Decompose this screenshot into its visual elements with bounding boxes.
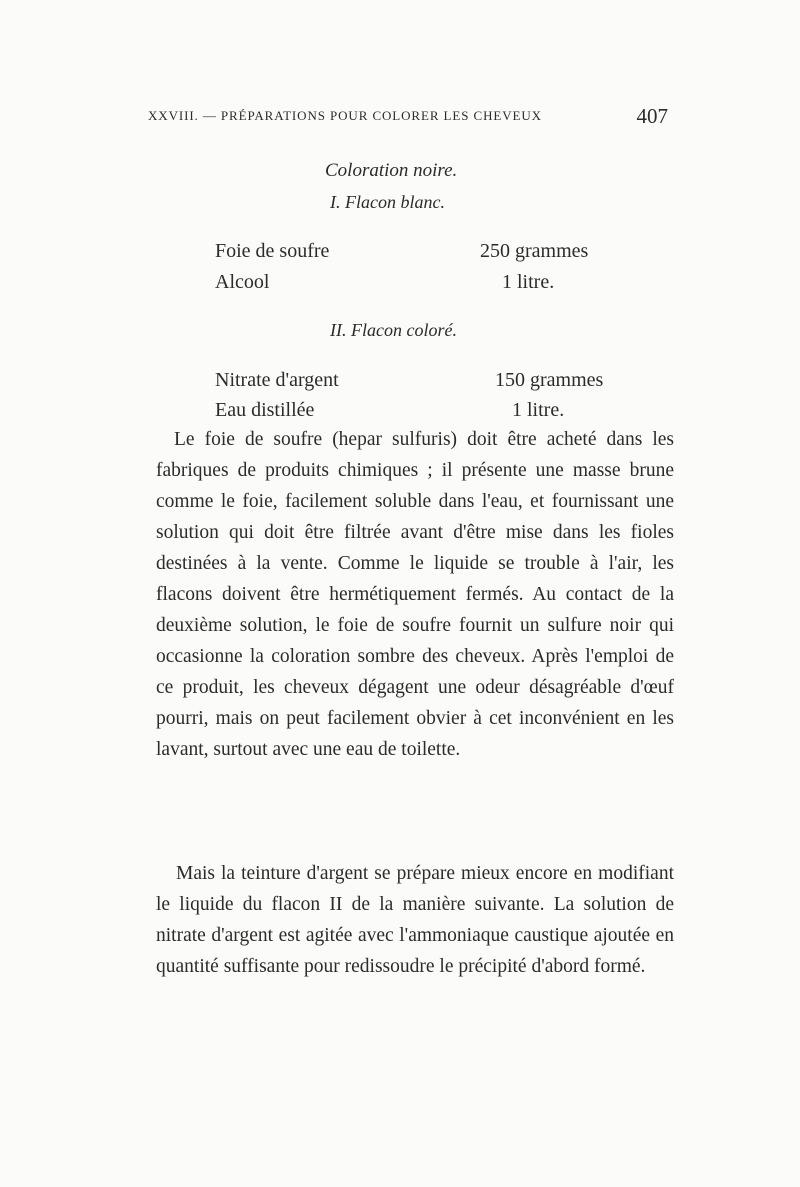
recipe-row (215, 369, 625, 395)
ingredient-name: Nitrate d'argent (215, 369, 339, 391)
ingredient-quantity: 150 grammes (495, 369, 604, 391)
recipe-row (215, 271, 625, 297)
recipe-row (215, 240, 625, 266)
ingredient-quantity: 250 grammes (480, 240, 589, 262)
ingredient-quantity: 1 litre. (502, 271, 555, 293)
flacon-1-title: I. Flacon blanc. (330, 192, 445, 212)
ingredient-name: Eau distillée (215, 399, 315, 421)
ingredient-name: Foie de soufre (215, 240, 330, 262)
flacon-2-title: II. Flacon coloré. (330, 320, 457, 340)
section-title: Coloration noire. (325, 160, 458, 181)
recipe-row (215, 399, 625, 425)
running-title: XXVIII. — PRÉPARATIONS POUR COLORER LES CHEVEUX (148, 108, 542, 123)
body-paragraph: Mais la teinture d'argent se prépare mieux encore en modifiant le liquide du flacon II de la manière suivante. La solution de nitrate d'argent est agitée avec l'ammoniaque caustique ajoutée en quantité suffisante pour redissoudre le précipité d'abord formé. (156, 863, 674, 977)
ingredient-quantity: 1 litre. (512, 399, 565, 421)
page-number: 407 (636, 104, 668, 128)
ingredient-name: Alcool (215, 271, 270, 293)
body-paragraph: Le foie de soufre (hepar sulfuris) doit être acheté dans les fabriques de produits chimiques ; il présente une masse brune comme le foie, facilement soluble dans l'eau, et fournissant une solution qui doit être filtrée avant d'être mise dans les fioles destinées à la vente. Comme le liquide se trouble à l'air, les flacons doivent être hermétiquement fermés. Au contact de la deuxième solution, le foie de soufre fournit un sulfure noir qui occasionne la coloration sombre des cheveux. Après l'emploi de ce produit, les cheveux dégagent une odeur désagréable d'œuf pourri, mais on peut facilement obvier à cet inconvénient en les lavant, surtout avec une eau de toilette. (156, 429, 674, 760)
running-header (148, 104, 668, 128)
